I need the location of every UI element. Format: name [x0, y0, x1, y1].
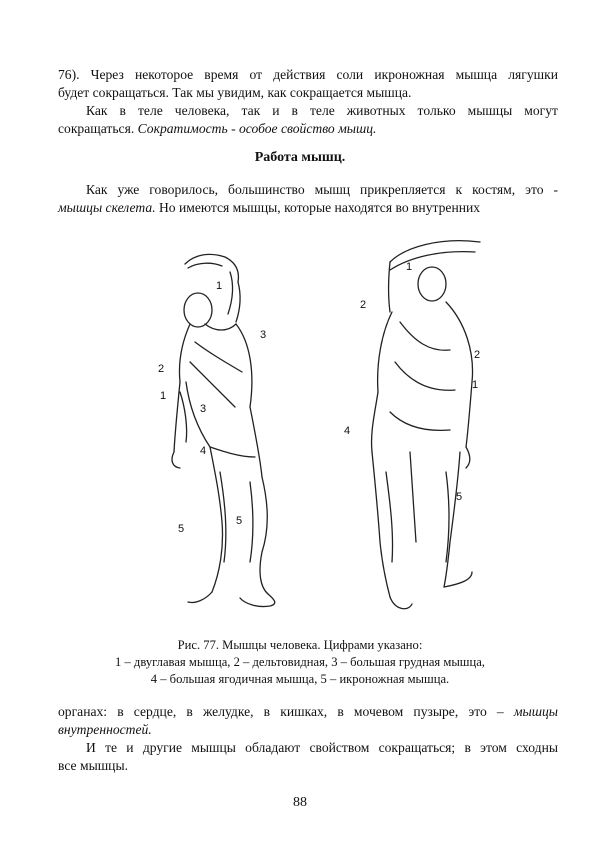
figure-caption	[0, 637, 600, 688]
figure-label: 4	[200, 445, 207, 457]
text-line: И те и другие мышцы обладают свойством сокращаться; в этом сходны	[86, 740, 558, 755]
back-view-labels	[344, 261, 480, 503]
text-line: все мышцы.	[58, 758, 128, 773]
figure-label: 1	[160, 390, 167, 402]
figure-label: 1	[406, 261, 413, 273]
text-line: 76). Через некоторое время от действия соли икроножная мышца лягушки	[58, 67, 558, 82]
italic-term-visceral-muscles: внутренностей.	[58, 722, 152, 737]
figure-label: 2	[158, 363, 165, 375]
figure-label: 5	[178, 523, 185, 535]
figure-label: 1	[472, 379, 479, 391]
text-line: Как в теле человека, так и в теле животных только мышцы могут	[86, 103, 558, 118]
figure-label: 2	[360, 299, 367, 311]
figure-label: 5	[456, 491, 463, 503]
figure-label: 1	[216, 280, 223, 292]
italic-term-contractility: Сократимость - особое свойство мышц.	[137, 121, 377, 136]
muscle-figure-illustration	[150, 232, 490, 617]
figure-label: 3	[200, 403, 207, 415]
italic-term-skeletal-muscles: мышцы скелета.	[58, 200, 156, 215]
text-line: Как уже говорилось, большинство мышц прикрепляется к костям, это -	[86, 182, 558, 197]
paragraph-intro	[58, 181, 558, 217]
paragraph-frog-muscle	[58, 66, 558, 138]
back-view-figure	[372, 241, 480, 609]
figure-label: 3	[260, 329, 267, 341]
italic-term-visceral-muscles: мышцы	[513, 704, 558, 719]
text-span: Но имеются мышцы, которые находятся во внутренних	[155, 200, 481, 215]
caption-title: Рис. 77. Мышцы человека. Цифрами указано:	[177, 638, 423, 652]
text-span: сокращаться.	[58, 121, 138, 136]
caption-line: 1 – двуглавая мышца, 2 – дельтовидная, 3 – большая грудная мышца,	[115, 655, 485, 669]
figure-label: 4	[344, 425, 351, 437]
paragraph-internal-organs	[58, 703, 558, 775]
front-view-figure	[172, 254, 275, 606]
page-number: 88	[293, 795, 307, 810]
caption-line: 4 – большая ягодичная мышца, 5 – икроножная мышца.	[150, 672, 450, 686]
text-span: органах: в сердце, в желудке, в кишках, в мочевом пузыре, это –	[58, 704, 514, 719]
text-line	[58, 703, 558, 721]
text-line: будет сокращаться. Так мы увидим, как сокращается мышца.	[58, 85, 412, 100]
text-line	[58, 721, 558, 739]
figure-label: 5	[236, 515, 243, 527]
text-line	[58, 120, 558, 138]
text-line	[58, 199, 558, 217]
section-heading: Работа мышц.	[254, 150, 346, 165]
figure-label: 2	[474, 349, 481, 361]
